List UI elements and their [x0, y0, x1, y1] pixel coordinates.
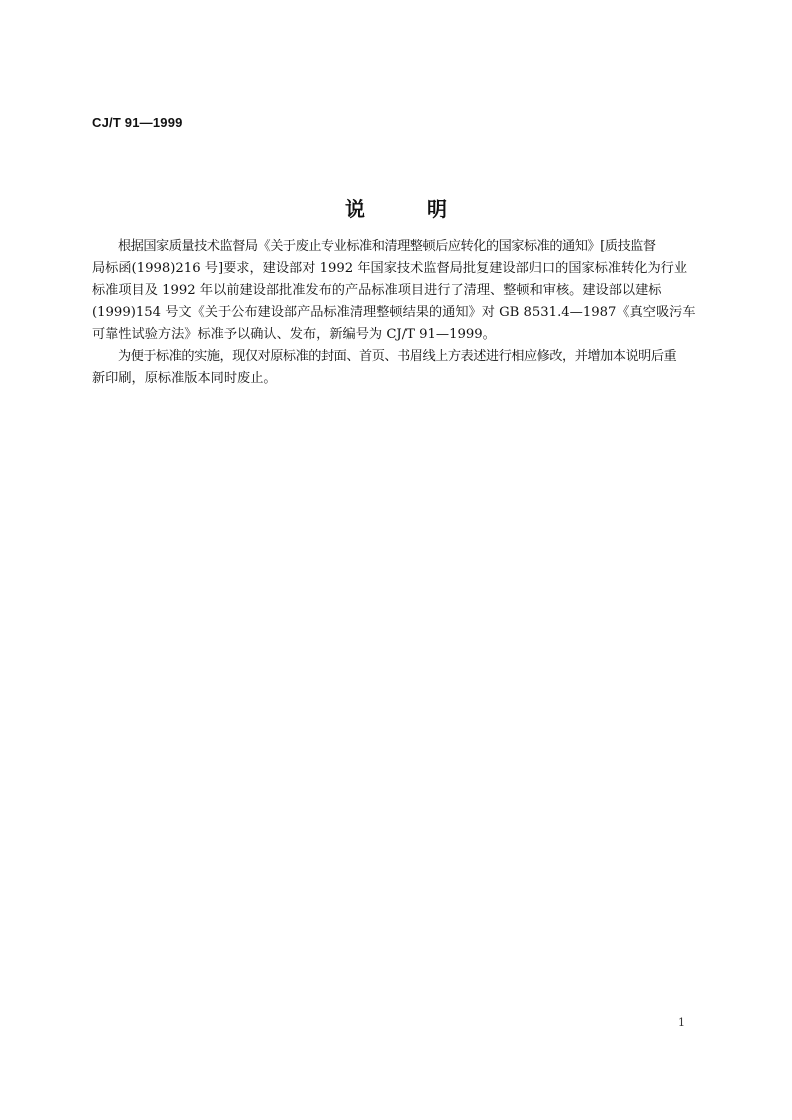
paragraph-line: 可靠性试验方法》标准予以确认、发布，新编号为 CJ/T 91—1999。: [92, 327, 496, 342]
document-body: [92, 236, 708, 390]
paragraph-line: 新印刷，原标准版本同时废止。: [92, 371, 277, 386]
standard-code: CJ/T 91—1999: [92, 115, 183, 130]
page-title: 说明: [345, 197, 509, 221]
page-number: 1: [678, 1016, 685, 1029]
paragraph-line: 根据国家质量技术监督局《关于废止专业标准和清理整顿后应转化的国家标准的通知》[质技监督: [118, 239, 656, 254]
paragraph-line: 局标函(1998)216 号]要求，建设部对 1992 年国家技术监督局批复建设部归口的国家标准转化为行业: [92, 261, 688, 276]
paragraph-line: (1999)154 号文《关于公布建设部产品标准清理整顿结果的通知》对 GB 8531.4—1987《真空吸污车: [92, 305, 696, 320]
paragraph-1: [92, 236, 708, 346]
paragraph-2: [92, 346, 708, 390]
paragraph-line: 标准项目及 1992 年以前建设部批准发布的产品标准项目进行了清理、整顿和审核。建设部以建标: [92, 283, 662, 298]
paragraph-line: 为便于标准的实施，现仅对原标准的封面、首页、书眉线上方表述进行相应修改，并增加本说明后重: [118, 349, 677, 364]
